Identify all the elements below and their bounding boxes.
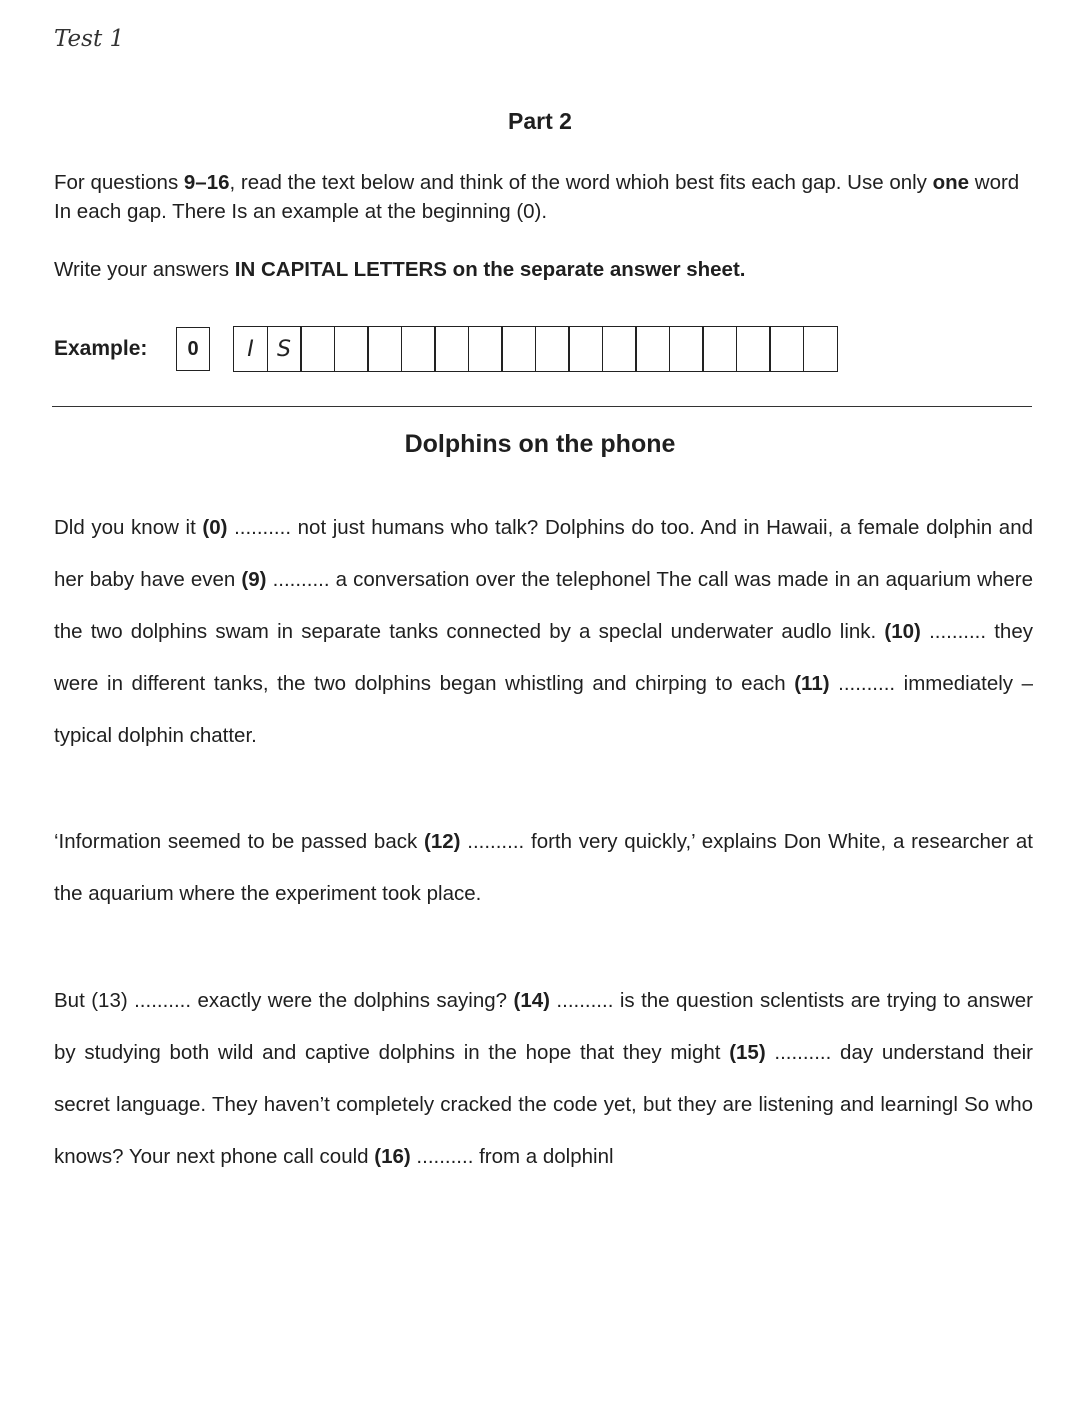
answer-cell (769, 326, 804, 372)
text-title: Dolphins on the phone (404, 430, 676, 458)
instructions-line-2: Write your answers IN CAPITAL LETTERS on the separate answer sheet. (54, 258, 746, 281)
example-row (54, 326, 838, 372)
answer-cell (803, 326, 838, 372)
answer-cell (300, 326, 335, 372)
example-number-box: 0 (176, 327, 210, 371)
paragraph-2: ‘Information seemed to be passed back (12) .......... forth very quickly,’ explains Don White, a researcher at the aquarium where the experiment took place. (54, 830, 1033, 905)
answer-cell (501, 326, 536, 372)
paragraph-1: Dld you know it (0) .......... not just humans who talk? Dolphins do too. And in Hawaii, a female dolphin and her baby have even (9) .......... a conversation over the telephonel The call was made in an aquarium where the two dolphins swam in separate tanks connected by a speclal underwater audlo link. (10) .......... they were in different tanks, the two dolphins began whistling and chirping to each (11) .......... immediately – typical dolphin chatter. (54, 516, 1034, 747)
answer-cell (401, 326, 436, 372)
answer-cell (702, 326, 737, 372)
test-label: Test 1 (54, 26, 125, 52)
answer-cell (602, 326, 637, 372)
answer-cell (535, 326, 570, 372)
answer-cell (468, 326, 503, 372)
answer-cell (434, 326, 469, 372)
answer-cell: S (267, 326, 302, 372)
example-label: Example: (54, 337, 148, 360)
answer-cell (736, 326, 771, 372)
divider (52, 406, 1032, 407)
instructions-line-1: For questions 9–16, read the text below and think of the word whioh best fits each gap. Use only one word In each gap. There Is an example at the beginning (0). (54, 171, 1020, 223)
part-title: Part 2 (508, 108, 572, 134)
example-answer-boxes (233, 326, 838, 372)
answer-cell (568, 326, 603, 372)
answer-cell (669, 326, 704, 372)
paragraph-3: But (13) .......... exactly were the dolphins saying? (14) .......... is the question sclentists are trying to answer by studying both wild and captive dolphins in the hope that they might (15) .......... day understand their secret language. They haven’t completely cracked the code yet, but they are listening and learningl So who knows? Your next phone call could (16) .......... from a dolphinl (54, 989, 1033, 1168)
answer-cell (635, 326, 670, 372)
answer-cell: I (233, 326, 268, 372)
instructions (54, 168, 1034, 284)
answer-cell (334, 326, 369, 372)
answer-cell (367, 326, 402, 372)
